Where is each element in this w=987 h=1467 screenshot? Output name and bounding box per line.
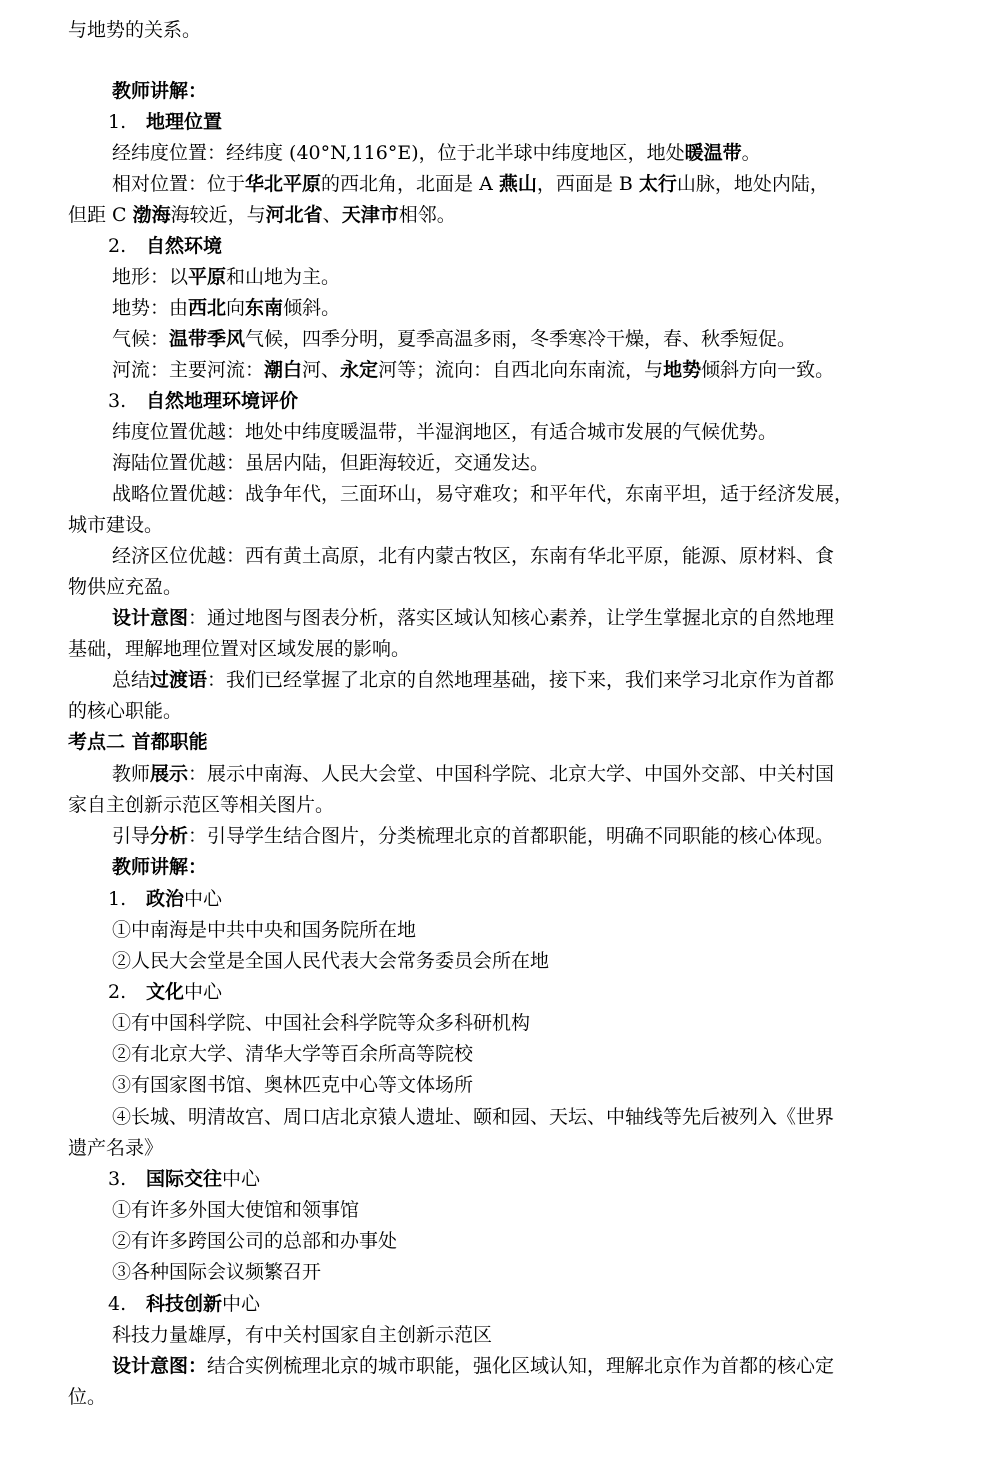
bold-text: 设计意图： <box>112 1355 208 1377</box>
text-run: ①有中国科学院、中国社会科学院等众多科研机构 <box>112 1012 531 1034</box>
text-line <box>0 417 987 448</box>
text-line <box>0 541 987 572</box>
text-run: 的西北角，北面是 A <box>321 173 499 195</box>
text-run: ②有许多跨国公司的总部和办事处 <box>112 1230 398 1252</box>
text-run: 倾斜。 <box>283 297 341 319</box>
text-line <box>0 1102 987 1133</box>
text-run: 经纬度位置：经纬度 (40°N,116°E)，位于北半球中纬度地区，地处 <box>112 142 685 164</box>
list-number: 2. <box>108 235 127 257</box>
text-line <box>0 759 987 790</box>
list-number: 4. <box>108 1293 127 1315</box>
text-run: ①有许多外国大使馆和领事馆 <box>112 1199 360 1221</box>
text-run: 气候，四季分明，夏季高温多雨，冬季寒冷干燥，春、秋季短促。 <box>245 328 797 350</box>
text-line <box>0 977 987 1008</box>
text-line <box>0 1164 987 1195</box>
bold-text: 太行 <box>638 173 677 195</box>
text-line <box>0 884 987 915</box>
bold-text: 科技创新 <box>146 1293 223 1315</box>
text-line <box>0 293 987 324</box>
list-number: 3. <box>108 1168 127 1190</box>
bold-text: 地势 <box>663 359 702 381</box>
text-line <box>0 1226 987 1257</box>
text-run: 但距 C <box>68 204 133 226</box>
bold-text: 天津市 <box>341 204 399 226</box>
text-line <box>0 138 987 169</box>
text-run: 倾斜方向一致。 <box>701 359 835 381</box>
text-line <box>0 200 987 231</box>
bold-text: 暖温带 <box>684 142 742 164</box>
text-line <box>0 1382 987 1413</box>
bold-text: 燕山 <box>498 173 537 195</box>
text-run: 遗产名录》 <box>68 1137 164 1159</box>
text-run: 中心 <box>222 1168 261 1190</box>
text-line <box>0 107 987 138</box>
bold-text: 分析 <box>150 825 189 847</box>
text-run: 地形：以 <box>112 266 189 288</box>
text-run: 与地势的关系。 <box>68 19 202 41</box>
text-line <box>0 1195 987 1226</box>
bold-text: 渤海 <box>132 204 171 226</box>
text-line <box>0 1289 987 1320</box>
bold-text: 潮白 <box>264 359 303 381</box>
text-run: 结合实例梳理北京的城市职能，强化区域认知，理解北京作为首都的核心定 <box>207 1355 835 1377</box>
text-run: 的核心职能。 <box>68 700 183 722</box>
text-line <box>0 231 987 262</box>
bold-text: 永定 <box>340 359 379 381</box>
text-run: ③有国家图书馆、奥林匹克中心等文体场所 <box>112 1074 474 1096</box>
text-run: 位。 <box>68 1386 107 1408</box>
text-run: ①中南海是中共中央和国务院所在地 <box>112 919 417 941</box>
text-line <box>0 1039 987 1070</box>
bold-text: 政治 <box>146 888 185 910</box>
text-run: 总结 <box>112 669 151 691</box>
text-line <box>0 1008 987 1039</box>
text-run: 和山地为主。 <box>226 266 341 288</box>
text-line <box>0 1351 987 1382</box>
text-line <box>0 727 987 758</box>
text-line <box>0 15 987 46</box>
bold-text: 国际交往 <box>146 1168 223 1190</box>
text-run: 河流：主要河流： <box>112 359 265 381</box>
text-run: 。 <box>741 142 761 164</box>
text-line <box>0 790 987 821</box>
text-run: ：引导学生结合图片，分类梳理北京的首都职能，明确不同职能的核心体现。 <box>188 825 835 847</box>
text-run: 战略位置优越：战争年代，三面环山，易守难攻；和平年代，东南平坦，适于经济发展， <box>112 483 854 505</box>
bold-text: 自然地理环境评价 <box>146 390 299 412</box>
text-run: 山脉，地处内陆， <box>676 173 829 195</box>
text-run: 物供应充盈。 <box>68 576 183 598</box>
text-run: 海陆位置优越：虽居内陆，但距海较近，交通发达。 <box>112 452 550 474</box>
bold-text: 平原 <box>188 266 227 288</box>
text-line <box>0 1133 987 1164</box>
bold-text: 文化 <box>146 981 185 1003</box>
bold-text: 西北 <box>188 297 227 319</box>
text-run: 相对位置：位于 <box>112 173 246 195</box>
text-line <box>0 262 987 293</box>
text-run: 引导 <box>112 825 151 847</box>
text-line <box>0 1257 987 1288</box>
text-line <box>0 852 987 883</box>
text-run: 河等；流向：自西北向东南流，与 <box>378 359 664 381</box>
text-run: 城市建设。 <box>68 514 164 536</box>
bold-text: 教师讲解： <box>112 80 208 102</box>
text-line <box>0 1070 987 1101</box>
bold-text: 考点二 首都职能 <box>68 731 208 753</box>
text-run: 纬度位置优越：地处中纬度暖温带，半湿润地区，有适合城市发展的气候优势。 <box>112 421 778 443</box>
text-line <box>0 634 987 665</box>
text-line <box>0 510 987 541</box>
text-line <box>0 572 987 603</box>
text-line <box>0 1320 987 1351</box>
text-run: ，西面是 B <box>536 173 639 195</box>
text-run: 河、 <box>302 359 341 381</box>
text-line <box>0 76 987 107</box>
bold-text: 温带季风 <box>169 328 246 350</box>
text-run: ②人民大会堂是全国人民代表大会常务委员会所在地 <box>112 950 550 972</box>
bold-text: 华北平原 <box>245 173 322 195</box>
text-run: 中心 <box>222 1293 261 1315</box>
text-run: 地势：由 <box>112 297 189 319</box>
text-run: 气候： <box>112 328 170 350</box>
text-run: 中心 <box>184 981 223 1003</box>
list-number: 1. <box>108 888 127 910</box>
text-line <box>0 946 987 977</box>
text-line <box>0 355 987 386</box>
text-run: 经济区位优越：西有黄土高原，北有内蒙古牧区，东南有华北平原，能源、原材料、食 <box>112 545 835 567</box>
text-run: 、 <box>322 204 342 226</box>
text-run: 家自主创新示范区等相关图片。 <box>68 794 335 816</box>
text-line <box>0 821 987 852</box>
text-line <box>0 386 987 417</box>
text-run: 科技力量雄厚，有中关村国家自主创新示范区 <box>112 1324 493 1346</box>
text-line <box>0 324 987 355</box>
text-run: 教师 <box>112 763 151 785</box>
text-line <box>0 169 987 200</box>
bold-text: 教师讲解： <box>112 856 208 878</box>
bold-text: 设计意图 <box>112 607 189 629</box>
text-run: ：展示中南海、人民大会堂、中国科学院、北京大学、中国外交部、中关村国 <box>188 763 835 785</box>
bold-text: 东南 <box>245 297 284 319</box>
text-run: 向 <box>226 297 246 319</box>
list-number: 1. <box>108 111 127 133</box>
list-number: 3. <box>108 390 127 412</box>
text-run: 基础，理解地理位置对区域发展的影响。 <box>68 638 411 660</box>
text-line <box>0 479 987 510</box>
text-run: ④长城、明清故宫、周口店北京猿人遗址、颐和园、天坛、中轴线等先后被列入《世界 <box>112 1106 835 1128</box>
text-line <box>0 696 987 727</box>
text-run: ②有北京大学、清华大学等百余所高等院校 <box>112 1043 474 1065</box>
text-run: 中心 <box>184 888 223 910</box>
text-line <box>0 915 987 946</box>
bold-text: 地理位置 <box>146 111 223 133</box>
text-run: 相邻。 <box>398 204 456 226</box>
list-number: 2. <box>108 981 127 1003</box>
text-line <box>0 448 987 479</box>
text-run: 海较近，与 <box>170 204 266 226</box>
text-line <box>0 603 987 634</box>
bold-text: 过渡语 <box>150 669 208 691</box>
text-line <box>0 665 987 696</box>
bold-text: 展示 <box>150 763 189 785</box>
bold-text: 自然环境 <box>146 235 223 257</box>
bold-text: 河北省 <box>265 204 323 226</box>
text-run: ③各种国际会议频繁召开 <box>112 1261 322 1283</box>
text-run: ：我们已经掌握了北京的自然地理基础，接下来，我们来学习北京作为首都 <box>207 669 835 691</box>
text-run: ：通过地图与图表分析，落实区域认知核心素养，让学生掌握北京的自然地理 <box>188 607 835 629</box>
